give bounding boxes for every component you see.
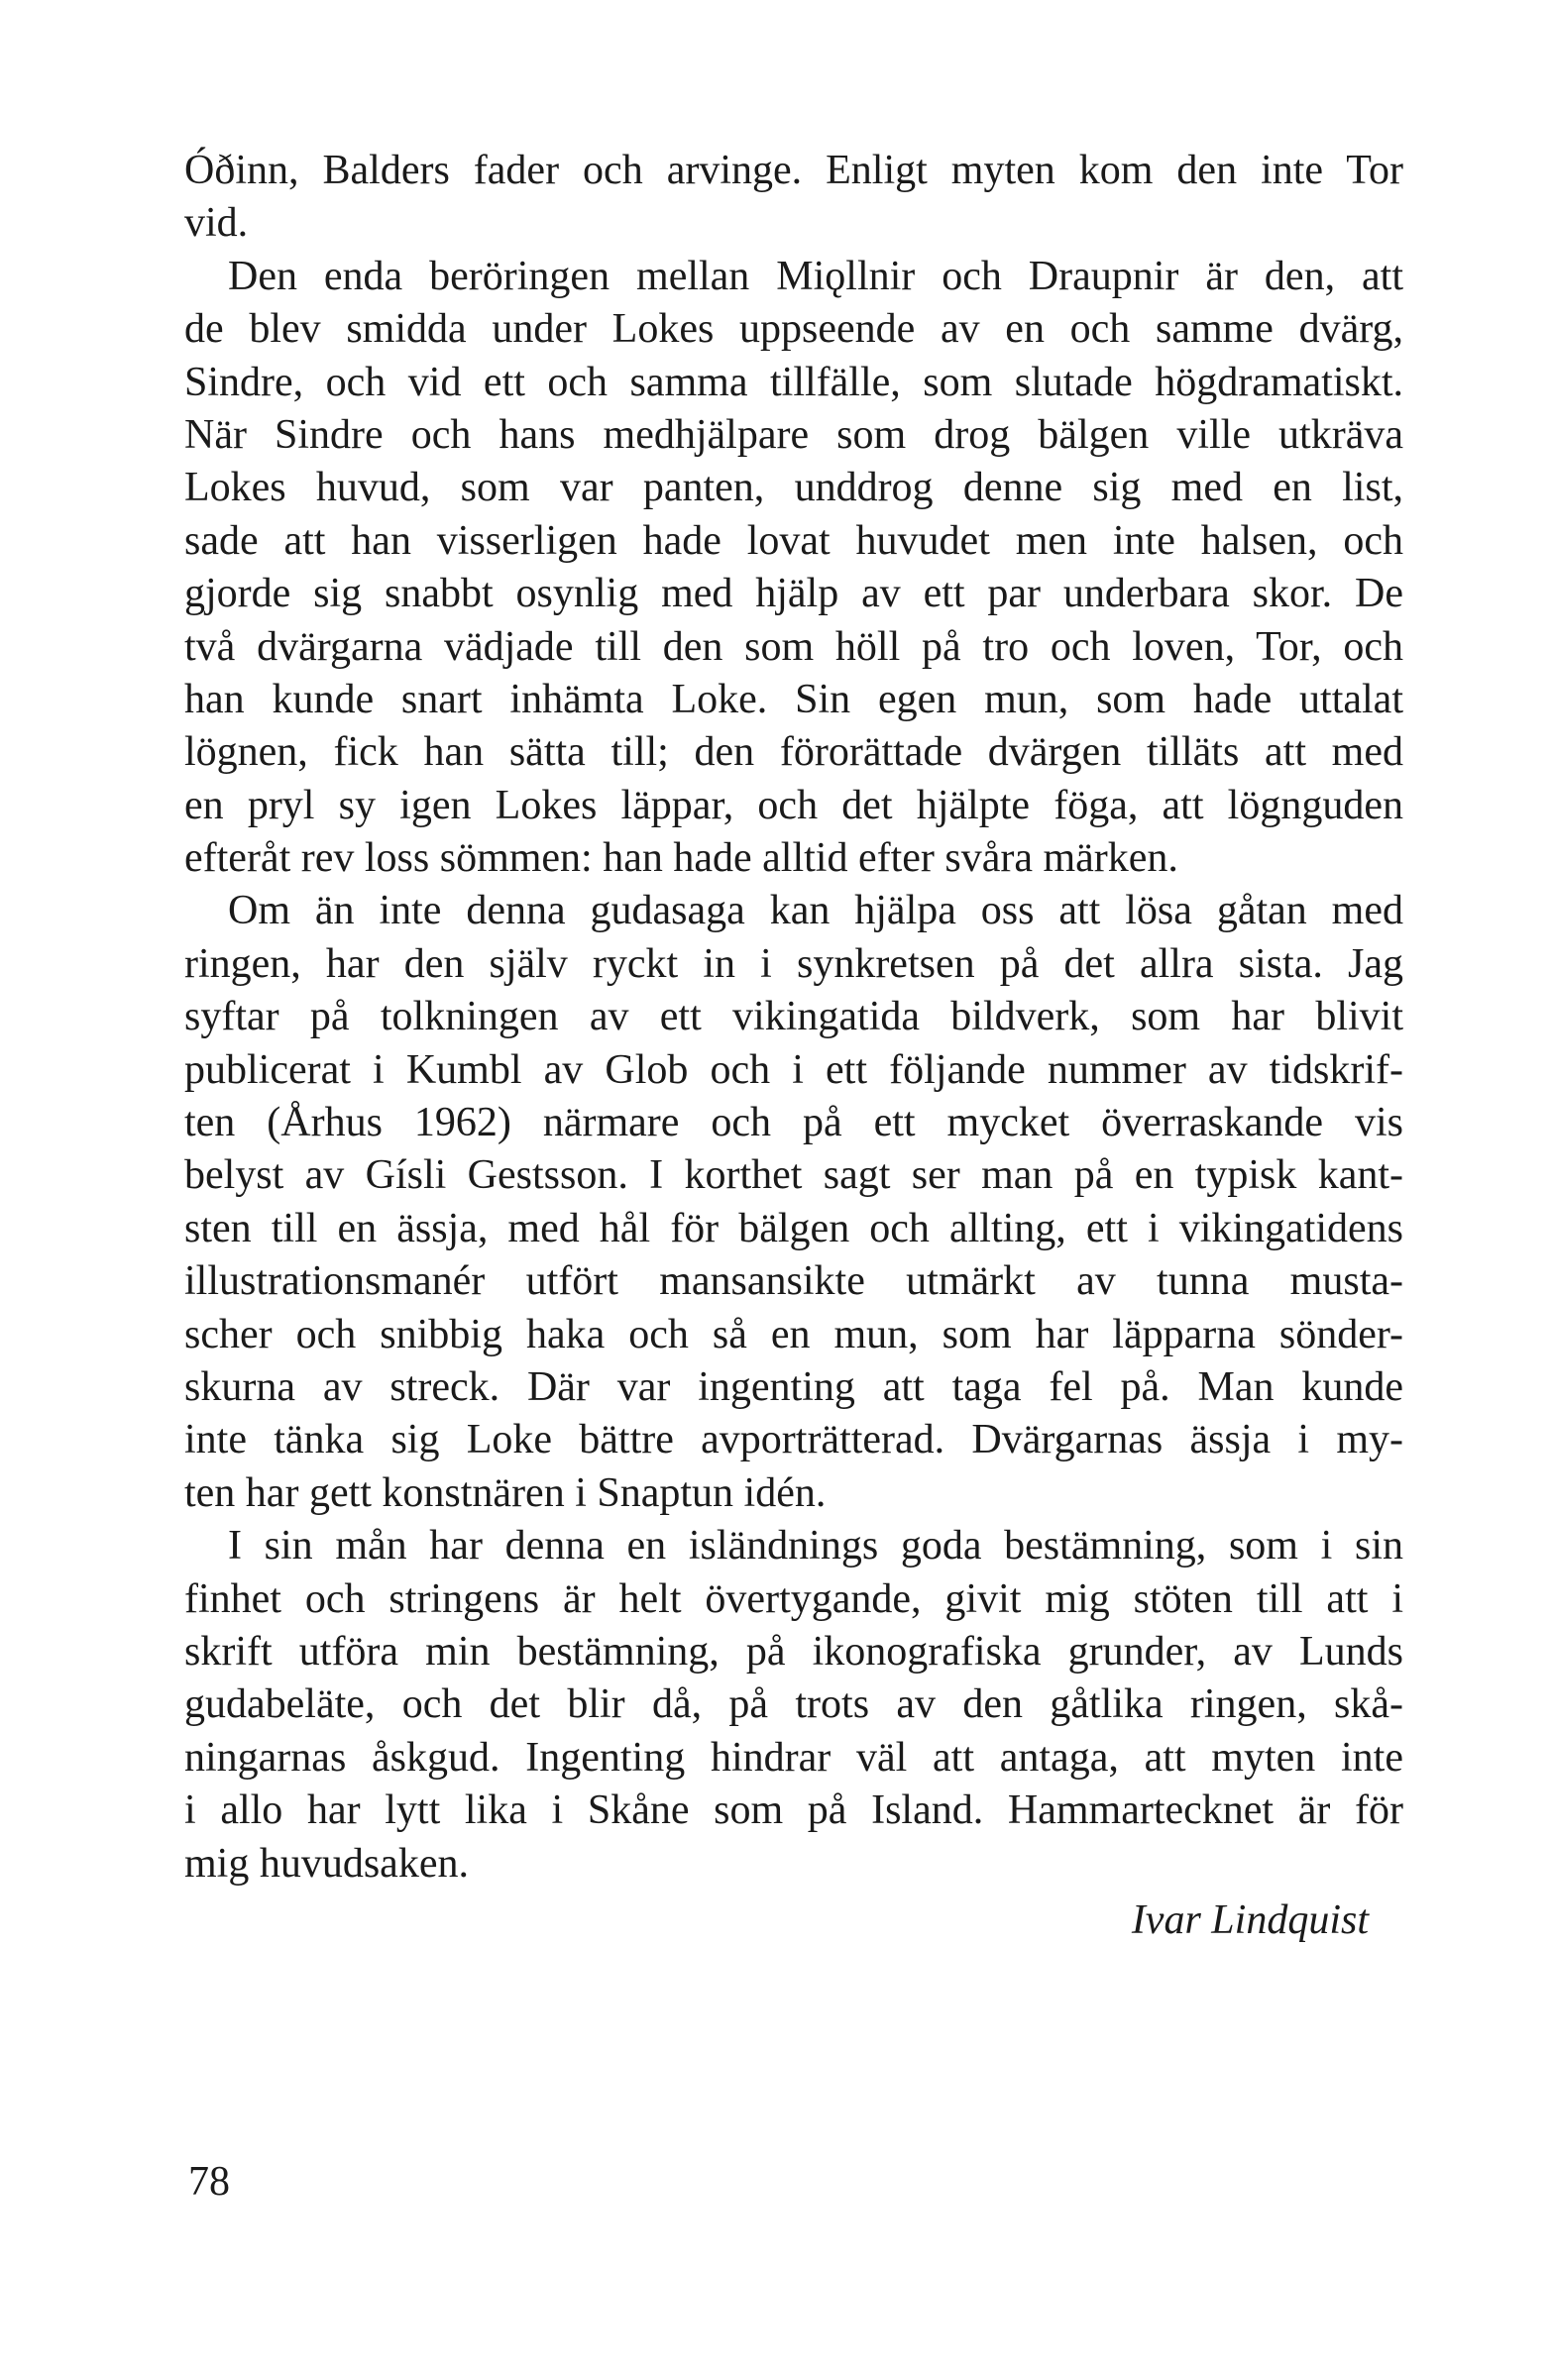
paragraph xyxy=(184,1520,1403,1891)
text-line: lögnen, fick han sätta till; den förorättade dvärgen tilläts att med xyxy=(184,729,1403,776)
text-line: gudabeläte, och det blir då, på trots av den gåtlika ringen, skå- xyxy=(184,1681,1403,1728)
text-line: Sindre, och vid ett och samma tillfälle, som slutade högdramatiskt. xyxy=(184,359,1403,405)
text-line: vid. xyxy=(184,200,249,247)
text-line: Óðinn, Balders fader och arvinge. Enligt myten kom den inte Tor xyxy=(184,148,1403,193)
text-line: de blev smidda under Lokes uppseende av en och samme dvärg, xyxy=(184,306,1403,353)
paragraph xyxy=(184,885,1403,1520)
text-line: han kunde snart inhämta Loke. Sin egen mun, som hade uttalat xyxy=(184,676,1403,722)
page-number: 78 xyxy=(188,2159,230,2205)
body-text xyxy=(184,145,1403,1891)
text-line: ningarnas åskgud. Ingenting hindrar väl att antaga, att myten inte xyxy=(184,1734,1403,1781)
text-line: illustrationsmanér utfört mansansikte utmärkt av tunna musta- xyxy=(184,1258,1403,1305)
author-signature: Ivar Lindquist xyxy=(1131,1897,1369,1943)
text-line: skrift utföra min bestämning, på ikonografiska grunder, av Lunds xyxy=(184,1628,1403,1675)
text-line: ten (Århus 1962) närmare och på ett mycket överraskande vis xyxy=(184,1100,1403,1146)
paragraph xyxy=(184,251,1403,886)
text-line: två dvärgarna vädjade till den som höll på tro och loven, Tor, och xyxy=(184,623,1403,670)
text-line: inte tänka sig Loke bättre avporträtterad. Dvärgarnas ässja i my- xyxy=(184,1417,1403,1463)
text-line: När Sindre och hans medhjälpare som drog bälgen ville utkräva xyxy=(184,411,1403,458)
text-line: efteråt rev loss sömmen: han hade alltid efter svåra märken. xyxy=(184,835,1178,882)
text-line: publicerat i Kumbl av Glob och i ett följande nummer av tidskrif- xyxy=(184,1046,1403,1093)
text-line: sade att han visserligen hade lovat huvudet men inte halsen, och xyxy=(184,517,1403,564)
text-line: ringen, har den själv ryckt in i synkretsen på det allra sista. Jag xyxy=(184,940,1403,987)
text-line: finhet och stringens är helt övertygande, givit mig stöten till att i xyxy=(184,1575,1403,1622)
text-line: scher och snibbig haka och så en mun, som har läpparna sönder- xyxy=(184,1311,1403,1357)
text-line: syftar på tolkningen av ett vikingatida bildverk, som har blivit xyxy=(184,994,1403,1040)
text-line: Lokes huvud, som var panten, unddrog denne sig med en list, xyxy=(184,465,1403,511)
text-line: Den enda beröringen mellan Miǫllnir och Draupnir är den, att xyxy=(228,253,1403,299)
paragraph xyxy=(184,145,1403,251)
text-line: skurna av streck. Där var ingenting att taga fel på. Man kunde xyxy=(184,1363,1403,1410)
text-line: en pryl sy igen Lokes läppar, och det hjälpte föga, att lögnguden xyxy=(184,782,1403,828)
text-line: Om än inte denna gudasaga kan hjälpa oss att lösa gåtan med xyxy=(228,888,1403,934)
text-line: I sin mån har denna en isländnings goda bestämning, som i sin xyxy=(228,1523,1403,1569)
text-line: ten har gett konstnären i Snaptun idén. xyxy=(184,1469,827,1516)
text-line: gjorde sig snabbt osynlig med hjälp av ett par underbara skor. De xyxy=(184,571,1403,617)
text-line: i allo har lytt lika i Skåne som på Island. Hammartecknet är för xyxy=(184,1787,1403,1834)
text-line: sten till en ässja, med hål för bälgen och allting, ett i vikingatidens xyxy=(184,1205,1403,1251)
text-line: mig huvudsaken. xyxy=(184,1840,469,1887)
text-line: belyst av Gísli Gestsson. I korthet sagt ser man på en typisk kant- xyxy=(184,1152,1403,1199)
